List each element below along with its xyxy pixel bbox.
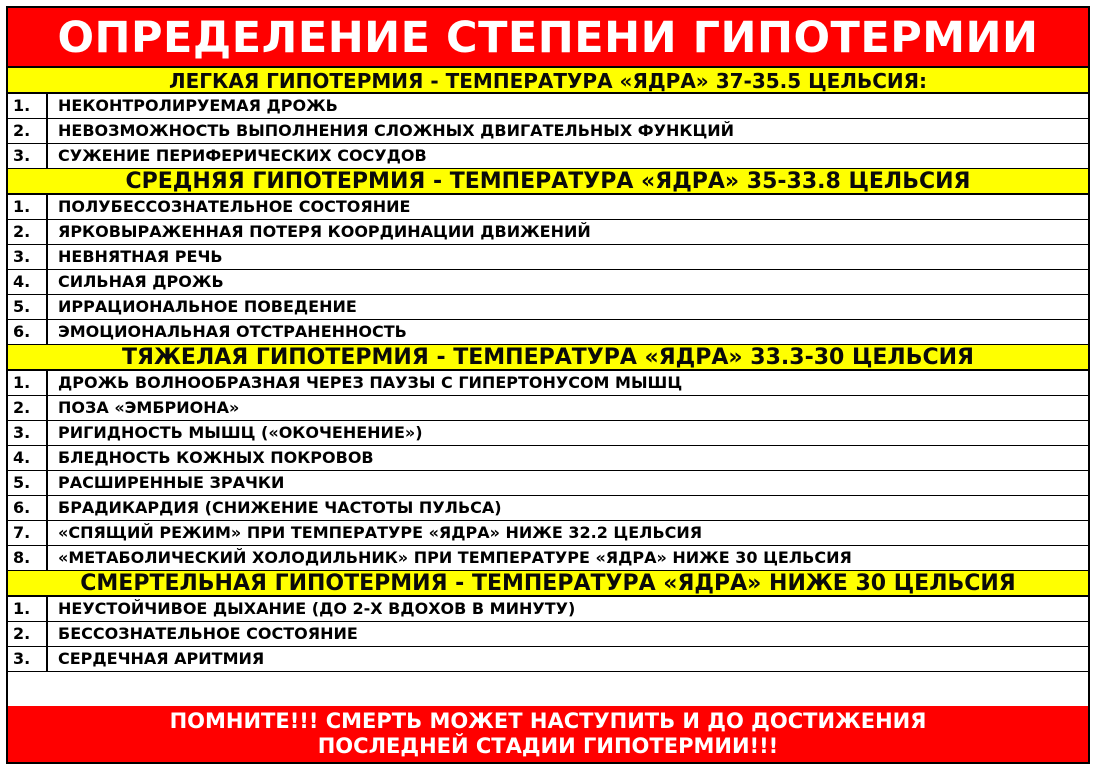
item-number: 7. [8,521,48,545]
item-number: 1. [8,597,48,621]
section-heading: СМЕРТЕЛЬНАЯ ГИПОТЕРМИЯ - ТЕМПЕРАТУРА «ЯДРА» НИЖЕ 30 ЦЕЛЬСИЯ [8,571,1088,597]
item-text: НЕВНЯТНАЯ РЕЧЬ [58,247,223,266]
item-text: ИРРАЦИОНАЛЬНОЕ ПОВЕДЕНИЕ [58,297,357,316]
item-text: СИЛЬНАЯ ДРОЖЬ [58,272,224,291]
list-item [8,546,1088,571]
item-text: РИГИДНОСТЬ МЫШЦ («ОКОЧЕНЕНИЕ») [58,423,423,442]
item-text: ПОЗА «ЭМБРИОНА» [58,398,240,417]
section-heading: ЛЕГКАЯ ГИПОТЕРМИЯ - ТЕМПЕРАТУРА «ЯДРА» 37-35.5 ЦЕЛЬСИЯ: [8,68,1088,94]
list-item [8,446,1088,471]
item-text: «СПЯЩИЙ РЕЖИМ» ПРИ ТЕМПЕРАТУРЕ «ЯДРА» НИЖЕ 32.2 ЦЕЛЬСИЯ [58,523,703,542]
hypothermia-poster [6,6,1090,764]
item-text: БЕССОЗНАТЕЛЬНОЕ СОСТОЯНИЕ [58,624,358,643]
item-text: СУЖЕНИЕ ПЕРИФЕРИЧЕСКИХ СОСУДОВ [58,146,427,165]
list-item [8,220,1088,245]
list-item [8,521,1088,546]
item-number: 1. [8,195,48,219]
list-item [8,245,1088,270]
list-item [8,119,1088,144]
item-text: СЕРДЕЧНАЯ АРИТМИЯ [58,649,265,668]
item-number: 2. [8,220,48,244]
item-text: НЕКОНТРОЛИРУЕМАЯ ДРОЖЬ [58,96,338,115]
warning-footer [8,706,1088,762]
list-item [8,471,1088,496]
section-heading: ТЯЖЕЛАЯ ГИПОТЕРМИЯ - ТЕМПЕРАТУРА «ЯДРА» 33.3-30 ЦЕЛЬСИЯ [8,345,1088,371]
list-item [8,94,1088,119]
item-number: 3. [8,245,48,269]
item-number: 2. [8,396,48,420]
list-item [8,371,1088,396]
list-item [8,496,1088,521]
item-number: 3. [8,647,48,671]
item-text: ЭМОЦИОНАЛЬНАЯ ОТСТРАНЕННОСТЬ [58,322,407,341]
item-text: ПОЛУБЕССОЗНАТЕЛЬНОЕ СОСТОЯНИЕ [58,197,411,216]
item-number: 5. [8,471,48,495]
item-number: 6. [8,496,48,520]
list-item [8,320,1088,345]
item-text: БЛЕДНОСТЬ КОЖНЫХ ПОКРОВОВ [58,448,374,467]
list-item [8,270,1088,295]
list-item [8,396,1088,421]
item-number: 1. [8,94,48,118]
item-text: НЕВОЗМОЖНОСТЬ ВЫПОЛНЕНИЯ СЛОЖНЫХ ДВИГАТЕЛЬНЫХ ФУНКЦИЙ [58,121,735,140]
list-item [8,647,1088,672]
item-text: РАСШИРЕННЫЕ ЗРАЧКИ [58,473,285,492]
sections-table [8,68,1088,672]
list-item [8,622,1088,647]
item-number: 8. [8,546,48,570]
item-number: 6. [8,320,48,344]
item-number: 5. [8,295,48,319]
item-text: ЯРКОВЫРАЖЕННАЯ ПОТЕРЯ КООРДИНАЦИИ ДВИЖЕНИЙ [58,222,591,241]
item-text: «МЕТАБОЛИЧЕСКИЙ ХОЛОДИЛЬНИК» ПРИ ТЕМПЕРАТУРЕ «ЯДРА» НИЖЕ 30 ЦЕЛЬСИЯ [58,548,852,567]
list-item [8,597,1088,622]
list-item [8,195,1088,220]
item-text: БРАДИКАРДИЯ (СНИЖЕНИЕ ЧАСТОТЫ ПУЛЬСА) [58,498,502,517]
item-text: ДРОЖЬ ВОЛНООБРАЗНАЯ ЧЕРЕЗ ПАУЗЫ С ГИПЕРТОНУСОМ МЫШЦ [58,373,683,392]
list-item [8,295,1088,320]
item-number: 3. [8,421,48,445]
warning-line-2: ПОСЛЕДНЕЙ СТАДИИ ГИПОТЕРМИИ!!! [317,734,779,758]
poster-title: ОПРЕДЕЛЕНИЕ СТЕПЕНИ ГИПОТЕРМИИ [8,8,1088,68]
section-heading: СРЕДНЯЯ ГИПОТЕРМИЯ - ТЕМПЕРАТУРА «ЯДРА» 35-33.8 ЦЕЛЬСИЯ [8,169,1088,195]
item-number: 2. [8,622,48,646]
warning-line-1: ПОМНИТЕ!!! СМЕРТЬ МОЖЕТ НАСТУПИТЬ И ДО ДОСТИЖЕНИЯ [169,709,927,733]
item-number: 3. [8,144,48,168]
item-number: 2. [8,119,48,143]
item-number: 4. [8,270,48,294]
list-item [8,421,1088,446]
item-number: 4. [8,446,48,470]
item-number: 1. [8,371,48,395]
list-item [8,144,1088,169]
item-text: НЕУСТОЙЧИВОЕ ДЫХАНИЕ (ДО 2-Х ВДОХОВ В МИНУТУ) [58,599,576,618]
